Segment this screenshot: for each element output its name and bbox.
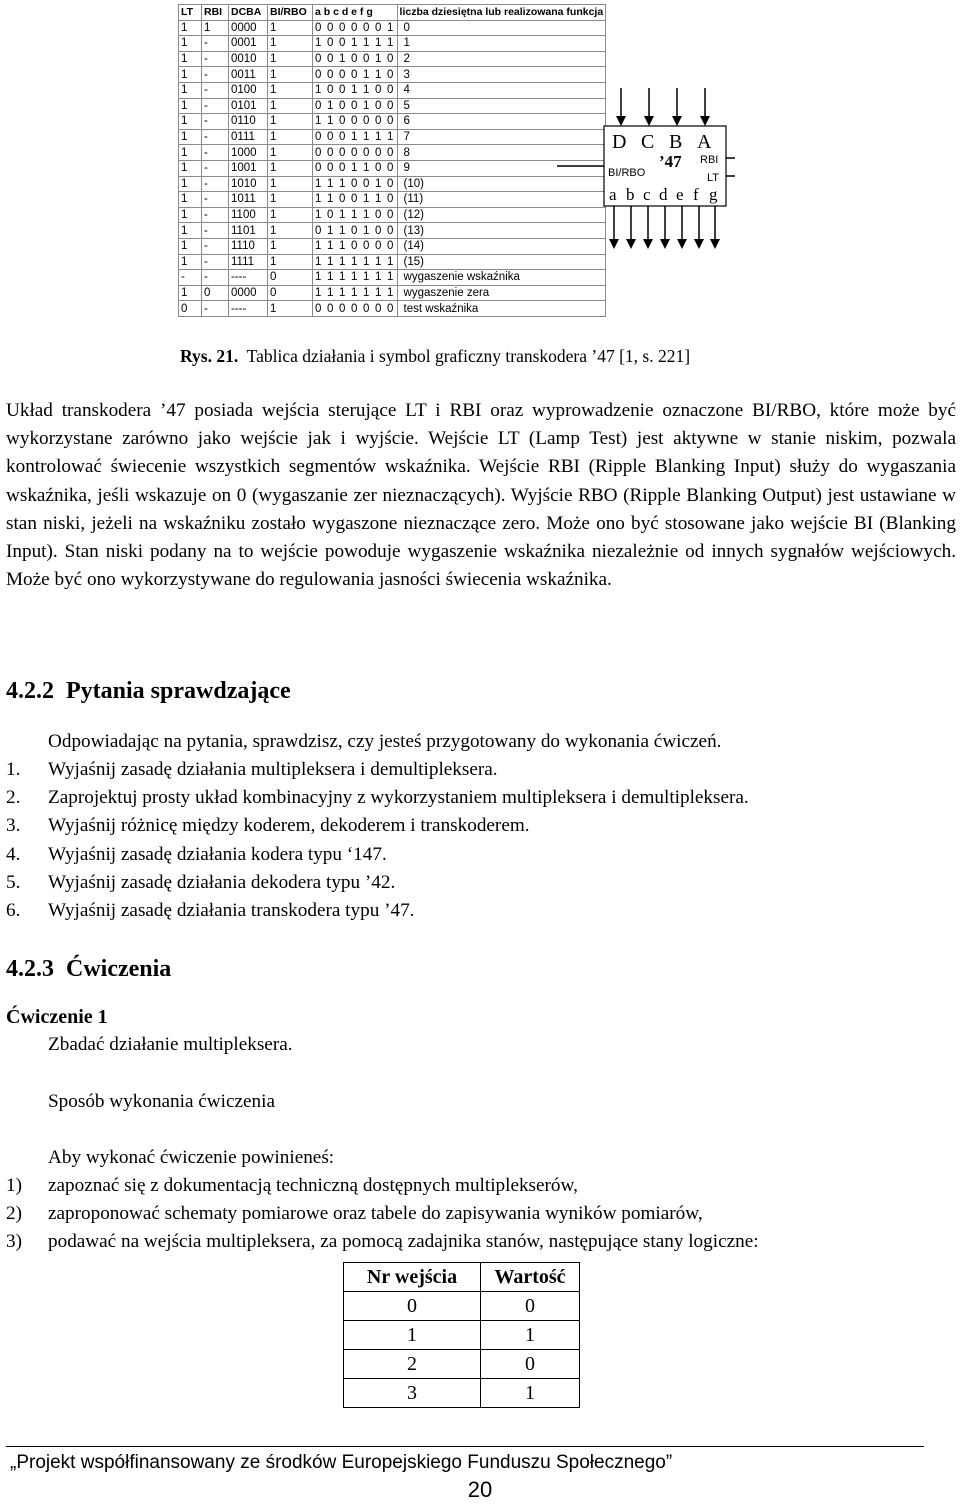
cell-bi-rbo: 1 (268, 254, 313, 270)
step-item-number: 2) (6, 1203, 22, 1225)
cell-lt: 1 (179, 160, 202, 176)
truth-table-row (179, 145, 606, 161)
cell-function: 9 (397, 160, 606, 176)
cell-dcba: 1000 (229, 145, 268, 161)
steps-intro: Aby wykonać ćwiczenie powinieneś: (48, 1147, 335, 1168)
cell-segments: 0 0 0 0 0 0 0 (313, 145, 398, 161)
cell-dcba: 0100 (229, 82, 268, 98)
header-lt: LT (179, 5, 202, 21)
step-item-text: podawać na wejścia multipleksera, za pomocą zadajnika stanów, następujące stany logiczne: (48, 1231, 759, 1253)
cell-segments: 1 1 1 0 0 1 0 (313, 176, 398, 192)
question-item-text: Wyjaśnij zasadę działania multipleksera i demultipleksera. (48, 759, 498, 780)
output-label: e (676, 185, 684, 204)
caption-text: Tablica działania i symbol graficzny transkodera ’47 [1, s. 221] (246, 346, 691, 366)
cell-dcba: 0000 (229, 285, 268, 301)
cell-lt: 1 (179, 98, 202, 114)
figure-caption (180, 346, 690, 367)
questions-intro: Odpowiadając na pytania, sprawdzisz, czy jesteś przygotowany do wykonania ćwiczeń. (48, 731, 722, 752)
cell-function: 5 (397, 98, 606, 114)
state-table (343, 1262, 580, 1408)
heading-number: 4.2.3 (6, 956, 54, 982)
cell-value: 0 (481, 1350, 580, 1379)
cell-input-number: 1 (344, 1321, 481, 1350)
cell-bi-rbo: 1 (268, 36, 313, 52)
input-label: C (641, 131, 655, 153)
state-table-row (344, 1321, 580, 1350)
cell-dcba: 1001 (229, 160, 268, 176)
cell-dcba: 1011 (229, 192, 268, 208)
question-item-number: 1. (6, 759, 21, 780)
cell-lt: 1 (179, 20, 202, 36)
cell-segments: 1 1 0 0 0 0 0 (313, 114, 398, 130)
output-arrows (609, 206, 720, 249)
step-item-text: zapoznać się z dokumentacją techniczną dostępnych multiplekserów, (48, 1175, 578, 1196)
rbi-label: RBI (700, 154, 719, 166)
cell-dcba: 1111 (229, 254, 268, 270)
question-item-number: 4. (6, 843, 21, 865)
cell-rbi: - (202, 98, 229, 114)
cell-rbi: 0 (202, 285, 229, 301)
truth-table (178, 4, 606, 317)
cell-bi-rbo: 1 (268, 176, 313, 192)
header-value: Wartość (481, 1263, 580, 1292)
input-arrowheads (616, 116, 710, 126)
truth-table-body (179, 20, 606, 316)
output-label: a (609, 185, 617, 204)
heading-number: 4.2.2 (6, 678, 54, 704)
cell-dcba: ---- (229, 270, 268, 286)
truth-table-row (179, 114, 606, 130)
cell-bi-rbo: 1 (268, 98, 313, 114)
state-table-row (344, 1350, 580, 1379)
heading-title: Ćwiczenia (66, 956, 172, 982)
cell-rbi: - (202, 160, 229, 176)
cell-segments: 1 0 0 1 1 1 1 (313, 36, 398, 52)
cell-function: 1 (397, 36, 606, 52)
cell-lt: 1 (179, 207, 202, 223)
cell-function: test wskaźnika (397, 301, 606, 317)
output-arrowhead (677, 239, 687, 249)
cell-segments: 1 1 1 1 1 1 1 (313, 270, 398, 286)
bi-rbo-label: BI/RBO (608, 167, 646, 179)
cell-lt: 0 (179, 301, 202, 317)
cell-bi-rbo: 1 (268, 192, 313, 208)
truth-table-row (179, 192, 606, 208)
cell-bi-rbo: 1 (268, 82, 313, 98)
question-item-text: Zaprojektuj prosty układ kombinacyjny z wykorzystaniem multipleksera i demultipleksera. (48, 787, 749, 809)
question-item-number: 3. (6, 815, 21, 837)
cell-input-number: 0 (344, 1292, 481, 1321)
header-segments: a b c d e f g (313, 5, 398, 21)
cell-dcba: 0101 (229, 98, 268, 114)
truth-table-row (179, 270, 606, 286)
cell-bi-rbo: 1 (268, 129, 313, 145)
cell-rbi: - (202, 207, 229, 223)
cell-lt: 1 (179, 67, 202, 83)
cell-value: 1 (481, 1379, 580, 1408)
truth-table-row (179, 301, 606, 317)
input-label: A (697, 131, 712, 153)
truth-table-row (179, 223, 606, 239)
cell-dcba: 1101 (229, 223, 268, 239)
cell-function: 4 (397, 82, 606, 98)
cell-function: (12) (397, 207, 606, 223)
cell-bi-rbo: 1 (268, 114, 313, 130)
cell-function: (11) (397, 192, 606, 208)
cell-function: 7 (397, 129, 606, 145)
truth-table-row (179, 238, 606, 254)
cell-input-number: 3 (344, 1379, 481, 1408)
heading-questions (6, 678, 291, 705)
step-item-number: 3) (6, 1231, 22, 1253)
truth-table-row (179, 285, 606, 301)
question-item-text: Wyjaśnij zasadę działania dekodera typu ’42. (48, 871, 396, 893)
input-label: D (612, 131, 627, 153)
output-arrowhead (710, 239, 720, 249)
cell-bi-rbo: 1 (268, 301, 313, 317)
step-item-text: zaproponować schematy pomiarowe oraz tabele do zapisywania wyników pomiarów, (48, 1203, 703, 1225)
cell-lt: 1 (179, 129, 202, 145)
cell-lt: - (179, 270, 202, 286)
output-arrowhead (626, 239, 636, 249)
cell-segments: 1 0 0 1 1 0 0 (313, 82, 398, 98)
cell-function: 6 (397, 114, 606, 130)
exercise-title: Ćwiczenie 1 (6, 1006, 108, 1028)
question-item-text: Wyjaśnij zasadę działania kodera typu ‘147. (48, 843, 387, 865)
cell-lt: 1 (179, 238, 202, 254)
cell-bi-rbo: 1 (268, 67, 313, 83)
cell-segments: 0 0 0 0 0 0 1 (313, 20, 398, 36)
cell-lt: 1 (179, 223, 202, 239)
truth-table-row (179, 176, 606, 192)
cell-rbi: - (202, 51, 229, 67)
cell-bi-rbo: 0 (268, 270, 313, 286)
header-rbi: RBI (202, 5, 229, 21)
cell-lt: 1 (179, 176, 202, 192)
truth-table-row (179, 98, 606, 114)
heading-exercises (6, 956, 171, 983)
step-item-number: 1) (6, 1175, 22, 1196)
cell-rbi: - (202, 36, 229, 52)
truth-table-header (179, 5, 606, 21)
cell-lt: 1 (179, 145, 202, 161)
cell-function: 0 (397, 20, 606, 36)
cell-lt: 1 (179, 36, 202, 52)
state-table-body (344, 1292, 580, 1408)
question-item-number: 5. (6, 871, 21, 893)
heading-title: Pytania sprawdzające (66, 678, 291, 704)
header-dcba: DCBA (229, 5, 268, 21)
cell-segments: 0 0 0 0 0 0 0 (313, 301, 398, 317)
cell-input-number: 2 (344, 1350, 481, 1379)
header-bi-rbo: BI/RBO (268, 5, 313, 21)
truth-table-row (179, 160, 606, 176)
output-arrowhead (694, 239, 704, 249)
cell-lt: 1 (179, 114, 202, 130)
cell-dcba: 0011 (229, 67, 268, 83)
cell-dcba: 1100 (229, 207, 268, 223)
input-label: B (669, 131, 683, 153)
cell-dcba: ---- (229, 301, 268, 317)
cell-dcba: 1110 (229, 238, 268, 254)
cell-bi-rbo: 1 (268, 51, 313, 67)
cell-lt: 1 (179, 82, 202, 98)
question-item-number: 2. (6, 787, 21, 809)
cell-function: (13) (397, 223, 606, 239)
footer-divider (6, 1446, 924, 1447)
method-label: Sposób wykonania ćwiczenia (48, 1091, 275, 1112)
caption-label: Rys. 21. (180, 346, 239, 366)
cell-rbi: - (202, 270, 229, 286)
cell-dcba: 1010 (229, 176, 268, 192)
output-label: g (709, 185, 718, 204)
cell-function: wygaszenie wskaźnika (397, 270, 606, 286)
cell-rbi: - (202, 192, 229, 208)
state-table-header (344, 1263, 580, 1292)
state-table-row (344, 1379, 580, 1408)
truth-table-row (179, 207, 606, 223)
cell-rbi: - (202, 223, 229, 239)
output-label: b (626, 185, 635, 204)
cell-lt: 1 (179, 51, 202, 67)
truth-table-row (179, 82, 606, 98)
cell-lt: 1 (179, 192, 202, 208)
output-arrowhead (660, 239, 670, 249)
cell-function: 3 (397, 67, 606, 83)
cell-dcba: 0000 (229, 20, 268, 36)
cell-dcba: 0001 (229, 36, 268, 52)
cell-segments: 1 0 1 1 1 0 0 (313, 207, 398, 223)
cell-rbi: - (202, 67, 229, 83)
transcoder-symbol (555, 86, 735, 264)
cell-segments: 0 0 1 0 0 1 0 (313, 51, 398, 67)
cell-function: (10) (397, 176, 606, 192)
cell-bi-rbo: 0 (268, 285, 313, 301)
cell-segments: 0 1 0 0 1 0 0 (313, 98, 398, 114)
cell-dcba: 0010 (229, 51, 268, 67)
cell-bi-rbo: 1 (268, 160, 313, 176)
cell-function: 8 (397, 145, 606, 161)
cell-lt: 1 (179, 254, 202, 270)
cell-function: (15) (397, 254, 606, 270)
cell-rbi: - (202, 145, 229, 161)
cell-function: (14) (397, 238, 606, 254)
cell-bi-rbo: 1 (268, 20, 313, 36)
cell-bi-rbo: 1 (268, 207, 313, 223)
truth-table-row (179, 129, 606, 145)
body-paragraph: Układ transkodera ’47 posiada wejścia sterujące LT i RBI oraz wyprowadzenie oznaczone BI/RBO, które może być wykorzystane zarówno jako wejście jak i wyjście. Wejście LT (Lamp Test) jest aktywne w stanie niskim, pozwala kontrolować świecenie wszystkich segmentów wskaźnika. Wejście RBI (Ripple Blanking Input) służy do wygaszania wskaźnika, jeśli wskazuje on 0 (wygaszanie zer nieznaczących). Wyjście RBO (Ripple Blanking Output) jest ustawiane w stan niski, jeżeli na wskaźniku zostało wygaszone nieznaczące zero. Może ono być stosowane jako wejście BI (Blanking Input). Stan niski podany na to wejście powoduje wygaszenie wskaźnika niezależnie od innych sygnałów wejściowych. Może być ono wykorzystywane do regulowania jasności świecenia wskaźnika. (6, 400, 956, 591)
cell-rbi: - (202, 238, 229, 254)
truth-table-row (179, 51, 606, 67)
cell-rbi: - (202, 114, 229, 130)
cell-rbi: - (202, 301, 229, 317)
cell-function: wygaszenie zera (397, 285, 606, 301)
cell-dcba: 0110 (229, 114, 268, 130)
cell-dcba: 0111 (229, 129, 268, 145)
truth-table-row (179, 20, 606, 36)
output-label: d (659, 185, 668, 204)
truth-table-row (179, 254, 606, 270)
cell-segments: 1 1 0 0 1 1 0 (313, 192, 398, 208)
input-arrows (621, 88, 705, 123)
cell-bi-rbo: 1 (268, 238, 313, 254)
cell-segments: 1 1 1 0 0 0 0 (313, 238, 398, 254)
cell-rbi: - (202, 254, 229, 270)
output-label: c (643, 185, 651, 204)
output-arrowhead (609, 239, 619, 249)
cell-lt: 1 (179, 285, 202, 301)
state-table-row (344, 1292, 580, 1321)
cell-segments: 0 0 0 1 1 1 1 (313, 129, 398, 145)
cell-rbi: 1 (202, 20, 229, 36)
question-item-text: Wyjaśnij zasadę działania transkodera typu ’47. (48, 900, 415, 921)
output-label: f (693, 185, 699, 204)
cell-rbi: - (202, 82, 229, 98)
header-input-number: Nr wejścia (344, 1263, 481, 1292)
output-arrowhead (643, 239, 653, 249)
cell-bi-rbo: 1 (268, 223, 313, 239)
cell-rbi: - (202, 129, 229, 145)
cell-rbi: - (202, 176, 229, 192)
part-number: ’47 (659, 152, 682, 171)
lt-label: LT (707, 172, 720, 184)
cell-segments: 1 1 1 1 1 1 1 (313, 285, 398, 301)
question-item-text: Wyjaśnij różnicę między koderem, dekoderem i transkoderem. (48, 815, 530, 837)
cell-value: 0 (481, 1292, 580, 1321)
footer-note: „Projekt współfinansowany ze środków Europejskiego Funduszu Społecznego” (10, 1452, 673, 1473)
header-function: liczba dziesiętna lub realizowana funkcja (397, 5, 606, 21)
cell-segments: 1 1 1 1 1 1 1 (313, 254, 398, 270)
cell-value: 1 (481, 1321, 580, 1350)
truth-table-row (179, 36, 606, 52)
cell-segments: 0 1 1 0 1 0 0 (313, 223, 398, 239)
exercise-goal: Zbadać działanie multipleksera. (48, 1034, 293, 1055)
cell-segments: 0 0 0 0 1 1 0 (313, 67, 398, 83)
question-item-number: 6. (6, 900, 21, 921)
page-number: 20 (467, 1477, 493, 1502)
cell-function: 2 (397, 51, 606, 67)
cell-segments: 0 0 0 1 1 0 0 (313, 160, 398, 176)
cell-bi-rbo: 1 (268, 145, 313, 161)
truth-table-row (179, 67, 606, 83)
